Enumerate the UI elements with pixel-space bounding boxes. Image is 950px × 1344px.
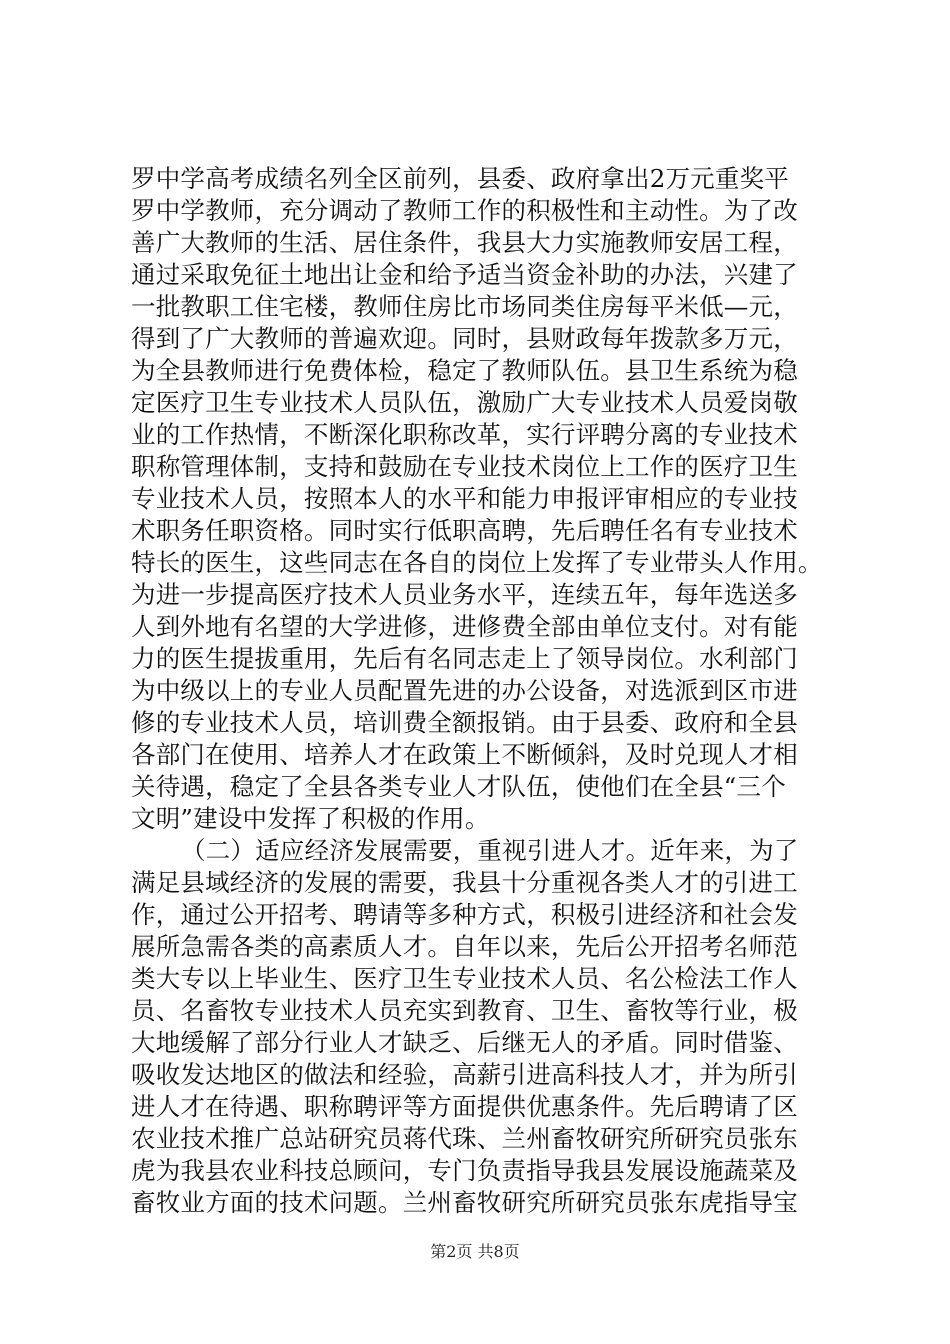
text-line: 作，通过公开招考、聘请等多种方式，积极引进经济和社会发: [131, 900, 798, 929]
text-line: 文明”建设中发挥了积极的作用。: [131, 804, 490, 833]
text-line: 员、名畜牧专业技术人员充实到教育、卫生、畜牧等行业，极: [131, 996, 798, 1025]
text-line: 得到了广大教师的普遍欢迎。同时，县财政每年拨款多万元，: [131, 324, 798, 353]
text-line: 大地缓解了部分行业人才缺乏、后继无人的矛盾。同时借鉴、: [131, 1028, 798, 1057]
text-line: 人到外地有名望的大学进修，进修费全部由单位支付。对有能: [131, 612, 798, 641]
text-line: 修的专业技术人员，培训费全额报销。由于县委、政府和全县: [131, 708, 798, 737]
body-text: [131, 163, 831, 1219]
text-line: 罗中学高考成绩名列全区前列，县委、政府拿出2万元重奖平: [131, 164, 789, 193]
text-line: 一批教职工住宅楼，教师住房比市场同类住房每平米低—元，: [131, 292, 798, 321]
section-heading-line: （二）适应经济发展需要，重视引进人才。近年来，为了: [181, 836, 799, 865]
text-line: 各部门在使用、培养人才在政策上不断倾斜，及时兑现人才相: [131, 740, 798, 769]
text-line: 为中级以上的专业人员配置先进的办公设备，对选派到区市进: [131, 676, 798, 705]
text-line: 为进一步提高医疗技术人员业务水平，连续五年，每年选送多: [131, 580, 798, 609]
text-line: 关待遇，稳定了全县各类专业人才队伍，使他们在全县“三个: [131, 772, 786, 801]
text-line: 通过采取免征土地出让金和给予适当资金补助的办法，兴建了: [131, 260, 798, 289]
text-line: 业的工作热情，不断深化职称改革，实行评聘分离的专业技术: [131, 420, 798, 449]
text-line: 满足县域经济的发展的需要，我县十分重视各类人才的引进工: [131, 868, 798, 897]
text-line: 吸收发达地区的做法和经验，高薪引进高科技人才，并为所引: [131, 1060, 798, 1089]
text-line: 术职务任职资格。同时实行低职高聘，先后聘任名有专业技术: [131, 516, 798, 545]
text-line: 善广大教师的生活、居住条件，我县大力实施教师安居工程，: [131, 228, 798, 257]
text-line: 罗中学教师，充分调动了教师工作的积极性和主动性。为了改: [131, 196, 798, 225]
text-line: 进人才在待遇、职称聘评等方面提供优惠条件。先后聘请了区: [131, 1092, 798, 1121]
text-line: 虎为我县农业科技总顾问，专门负责指导我县发展设施蔬菜及: [131, 1156, 798, 1185]
page-number-footer: 第2页 共8页: [430, 1242, 520, 1261]
text-line: 专业技术人员，按照本人的水平和能力申报评审相应的专业技: [131, 484, 798, 513]
text-line: 为全县教师进行免费体检，稳定了教师队伍。县卫生系统为稳: [131, 356, 798, 385]
text-line: 展所急需各类的高素质人才。自年以来，先后公开招考名师范: [131, 932, 798, 961]
text-line: 畜牧业方面的技术问题。兰州畜牧研究所研究员张东虎指导宝: [131, 1188, 798, 1217]
text-line: 农业技术推广总站研究员蒋代珠、兰州畜牧研究所研究员张东: [131, 1124, 798, 1153]
text-line: 类大专以上毕业生、医疗卫生专业技术人员、名公检法工作人: [131, 964, 798, 993]
text-line: 特长的医生，这些同志在各自的岗位上发挥了专业带头人作用。: [131, 548, 823, 577]
text-line: 职称管理体制，支持和鼓励在专业技术岗位上工作的医疗卫生: [131, 452, 798, 481]
text-line: 力的医生提拔重用，先后有名同志走上了领导岗位。水利部门: [131, 644, 798, 673]
text-line: 定医疗卫生专业技术人员队伍，激励广大专业技术人员爱岗敬: [131, 388, 798, 417]
